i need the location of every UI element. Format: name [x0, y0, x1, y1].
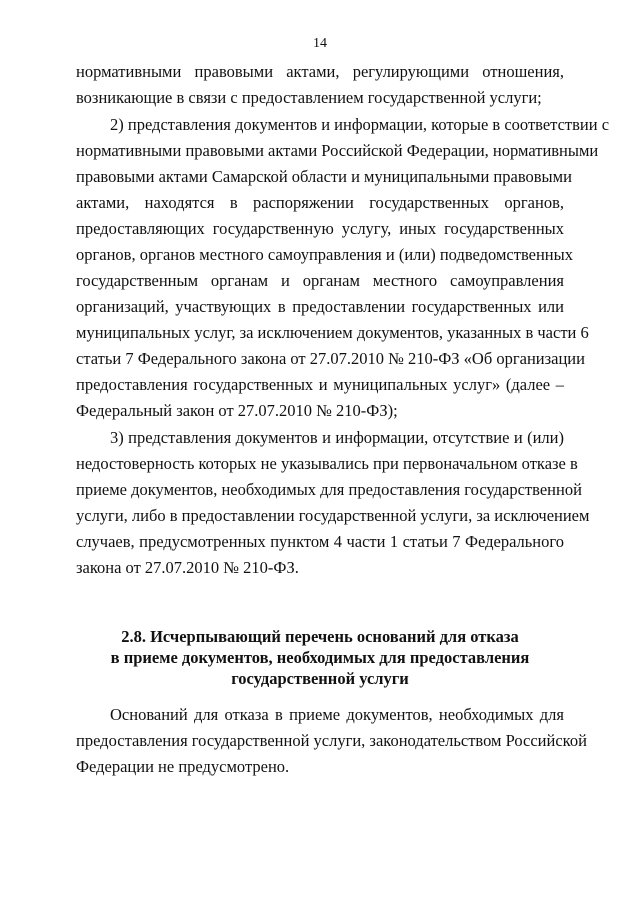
paragraph-line: предоставления государственной услуги, законодательством Российской: [76, 731, 587, 750]
paragraph-line: недостоверность которых не указывались при первоначальном отказе в: [76, 454, 578, 473]
paragraph-line: предоставляющих государственную услугу, иных государственных: [76, 219, 564, 238]
paragraph-line: услуги, либо в предоставлении государственной услуги, за исключением: [76, 506, 590, 525]
paragraph-line: Федерации не предусмотрено.: [76, 757, 290, 776]
paragraph-line: государственным органам и органам местного самоуправления: [76, 271, 564, 290]
page-number: 14: [313, 36, 327, 51]
paragraph-line: закона от 27.07.2010 № 210-ФЗ.: [76, 558, 299, 577]
paragraph-line: нормативными правовыми актами, регулирующими отношения,: [76, 62, 564, 81]
paragraph-line: Оснований для отказа в приеме документов, необходимых для: [110, 705, 564, 724]
section-heading-line: в приеме документов, необходимых для предоставления: [110, 648, 530, 667]
paragraph-line: 2) представления документов и информации, которые в соответствии с: [110, 115, 610, 134]
paragraph-line: случаев, предусмотренных пунктом 4 части 1 статьи 7 Федерального: [76, 532, 564, 551]
paragraph-line: органов, органов местного самоуправления и (или) подведомственных: [76, 245, 573, 264]
paragraph-line: актами, находятся в распоряжении государственных органов,: [76, 193, 564, 212]
paragraph-line: 3) представления документов и информации, отсутствие и (или): [110, 428, 564, 447]
paragraph-line: предоставления государственных и муниципальных услуг» (далее –: [76, 375, 564, 394]
paragraph-line: статьи 7 Федерального закона от 27.07.2010 № 210-ФЗ «Об организации: [76, 349, 585, 368]
section-heading-line: 2.8. Исчерпывающий перечень оснований для отказа: [121, 627, 519, 646]
paragraph-line: Федеральный закон от 27.07.2010 № 210-ФЗ);: [76, 401, 398, 420]
paragraph-line: возникающие в связи с предоставлением государственной услуги;: [76, 88, 542, 107]
paragraph-line: муниципальных услуг, за исключением документов, указанных в части 6: [76, 323, 589, 342]
paragraph-line: нормативными правовыми актами Российской Федерации, нормативными: [76, 141, 599, 160]
section-heading-line: государственной услуги: [231, 669, 409, 688]
paragraph-line: организаций, участвующих в предоставлении государственных или: [76, 297, 564, 316]
paragraph-line: правовыми актами Самарской области и муниципальными правовыми: [76, 167, 572, 186]
paragraph-line: приеме документов, необходимых для предоставления государственной: [76, 480, 582, 499]
